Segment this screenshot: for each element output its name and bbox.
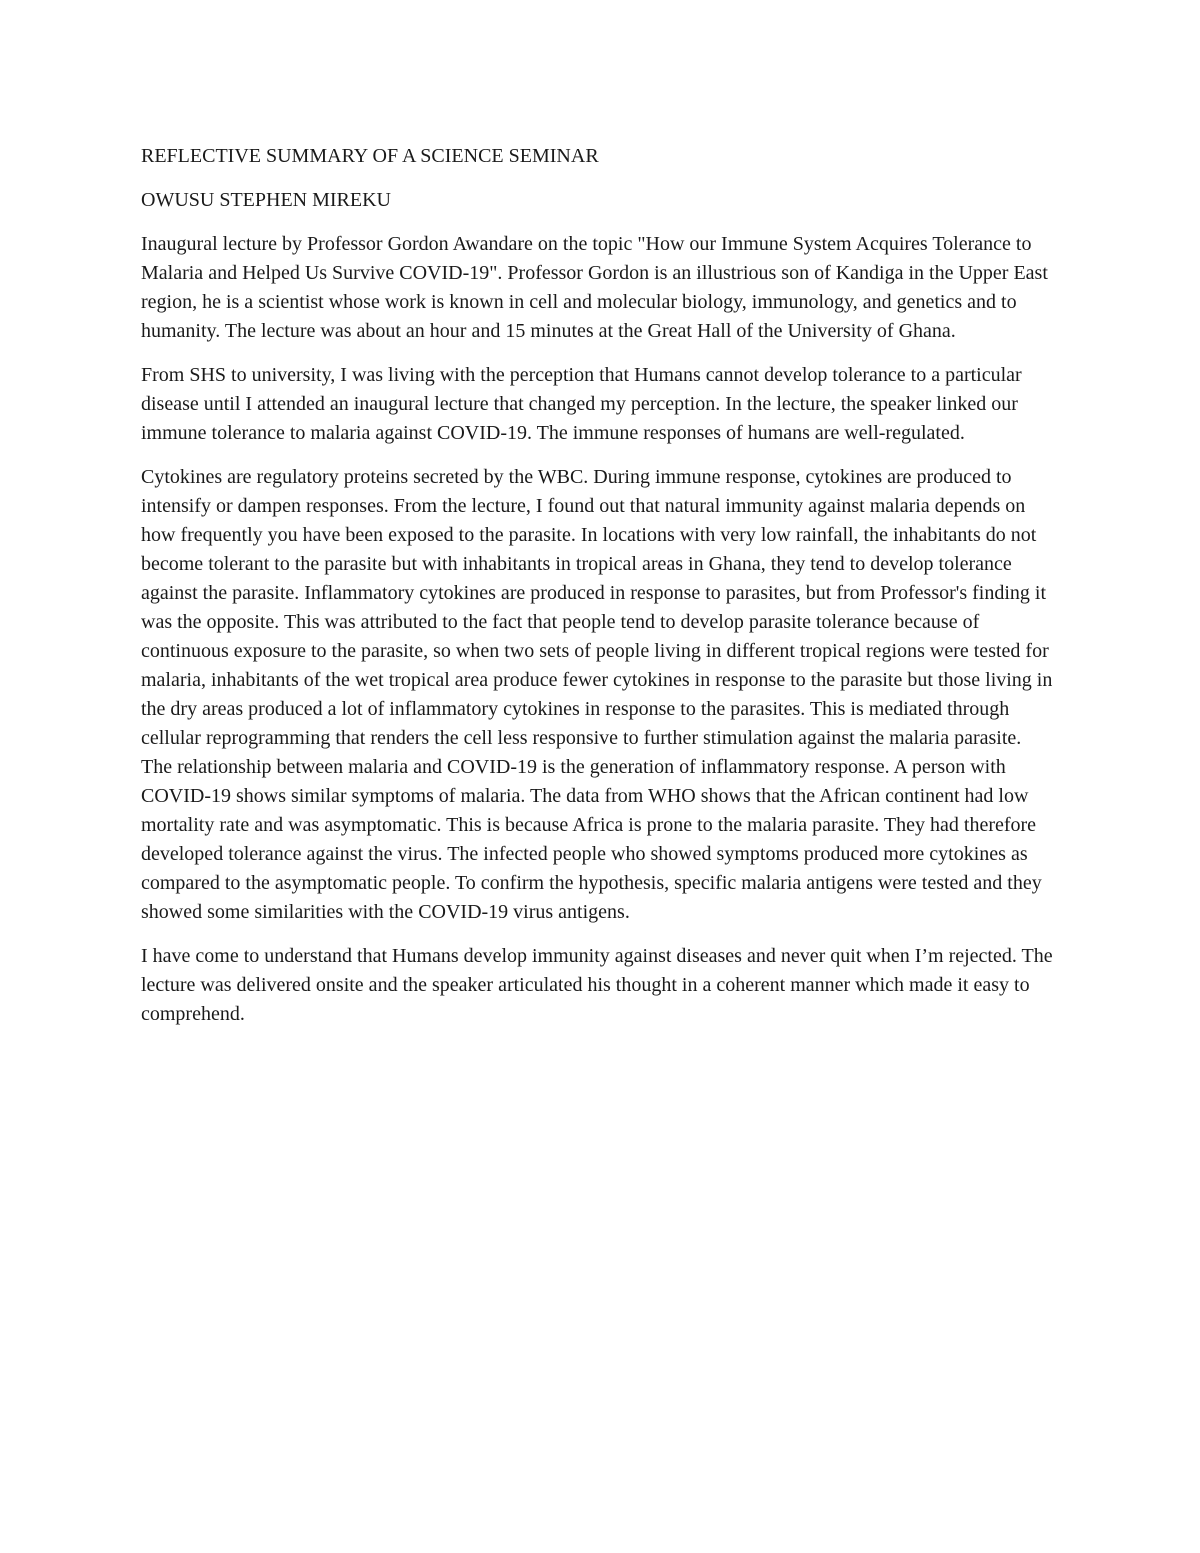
- paragraph-conclusion: I have come to understand that Humans develop immunity against diseases and never quit when I’m rejected. The lecture was delivered onsite and the speaker articulated his thought in a coherent manner which made it easy to comprehend.: [141, 945, 1053, 1025]
- paragraph-perception: From SHS to university, I was living with the perception that Humans cannot develop tolerance to a particular disease until I attended an inaugural lecture that changed my perception. In the lecture, the speaker linked our immune tolerance to malaria against COVID-19. The immune responses of humans are well-regulated.: [141, 364, 1022, 444]
- document-body: [141, 142, 1053, 1044]
- paragraph-introduction: Inaugural lecture by Professor Gordon Awandare on the topic "How our Immune System Acquires Tolerance to Malaria and Helped Us Survive COVID-19". Professor Gordon is an illustrious son of Kandiga in the Upper East region, he is a scientist whose work is known in cell and molecular biology, immunology, and genetics and to humanity. The lecture was about an hour and 15 minutes at the Great Hall of the University of Ghana.: [141, 233, 1048, 342]
- paragraph-cytokines: Cytokines are regulatory proteins secreted by the WBC. During immune response, cytokines are produced to intensify or dampen responses. From the lecture, I found out that natural immunity against malaria depends on how frequently you have been exposed to the parasite. In locations with very low rainfall, the inhabitants do not become tolerant to the parasite but with inhabitants in tropical areas in Ghana, they tend to develop tolerance against the parasite. Inflammatory cytokines are produced in response to parasites, but from Professor's finding it was the opposite. This was attributed to the fact that people tend to develop parasite tolerance because of continuous exposure to the parasite, so when two sets of people living in different tropical regions were tested for malaria, inhabitants of the wet tropical area produce fewer cytokines in response to the parasite but those living in the dry areas produced a lot of inflammatory cytokines in response to the parasites. This is mediated through cellular reprogramming that renders the cell less responsive to further stimulation against the malaria parasite. The relationship between malaria and COVID-19 is the generation of inflammatory response. A person with COVID-19 shows similar symptoms of malaria. The data from WHO shows that the African continent had low mortality rate and was asymptomatic. This is because Africa is prone to the malaria parasite. They had therefore developed tolerance against the virus. The infected people who showed symptoms produced more cytokines as compared to the asymptomatic people. To confirm the hypothesis, specific malaria antigens were tested and they showed some similarities with the COVID-19 virus antigens.: [141, 466, 1053, 923]
- document-title: REFLECTIVE SUMMARY OF A SCIENCE SEMINAR: [141, 145, 599, 167]
- document-author: OWUSU STEPHEN MIREKU: [141, 189, 391, 211]
